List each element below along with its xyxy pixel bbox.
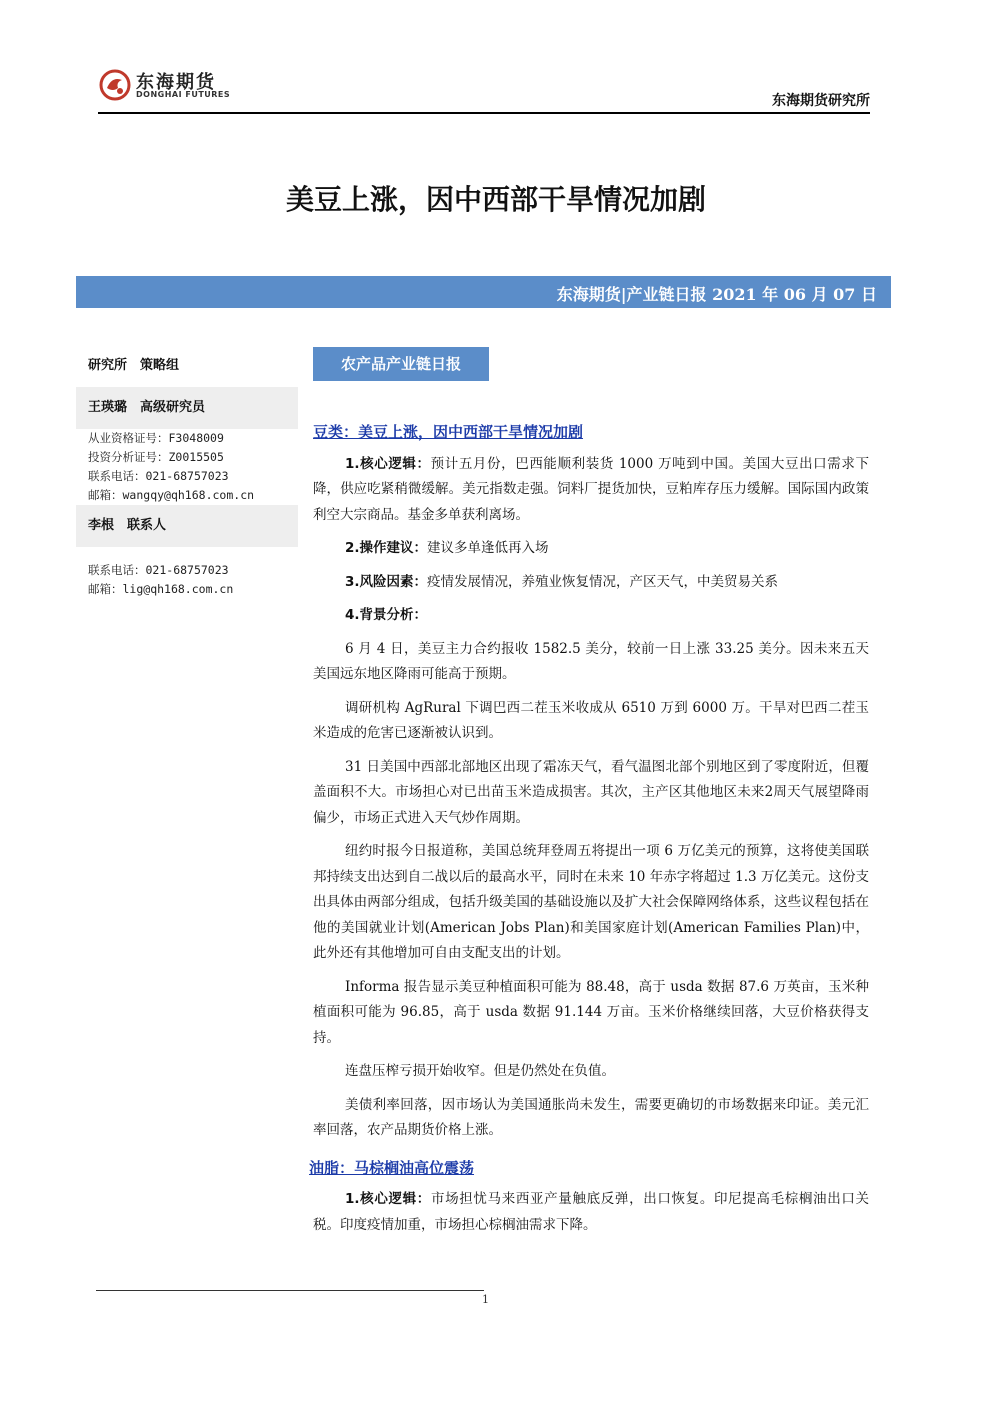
page-number: 1 bbox=[482, 1293, 489, 1306]
report-body bbox=[309, 420, 869, 1246]
contact-phone: 联系电话：021-68757023 bbox=[88, 563, 229, 577]
analyst-name-heading: 王瑛璐 高级研究员 bbox=[76, 387, 298, 429]
oils-core-logic-label: 1.核心逻辑： bbox=[345, 1191, 431, 1207]
logo-chinese-name: 东海期货 bbox=[136, 72, 216, 93]
department-heading: 研究所 策略组 bbox=[88, 358, 180, 373]
beans-section-title: 豆类：美豆上涨，因中西部干旱情况加剧 bbox=[313, 423, 584, 441]
beans-risk bbox=[313, 570, 869, 596]
background-paragraph: 调研机构 AgRural 下调巴西二茬玉米收成从 6510 万到 6000 万。干旱对巴西二茬玉米造成的危害已逐渐被认识到。 bbox=[313, 699, 869, 741]
background-paragraph: 31 日美国中西部北部地区出现了霜冻天气，看气温图北部个别地区到了零度附近，但覆盖面积不大。市场担心对已出苗玉米造成损害。其次，主产区其他地区未来2周天气展望降雨偏少，市场正式进入天气炒作周期。 bbox=[313, 758, 869, 826]
oils-section-title: 油脂：马棕榈油高位震荡 bbox=[309, 1158, 475, 1177]
oils-core-logic bbox=[313, 1187, 869, 1238]
date-banner-text: 东海期货|产业链日报 2021 年 06 月 07 日 bbox=[556, 285, 877, 304]
advice-text: 建议多单逢低再入场 bbox=[427, 540, 549, 556]
background-analysis-heading: 4.背景分析： bbox=[345, 607, 428, 623]
risk-label: 3.风险因素： bbox=[345, 573, 428, 590]
header-divider bbox=[98, 112, 870, 114]
risk-text: 疫情发展情况，养殖业恢复情况，产区天气，中美贸易关系 bbox=[427, 573, 779, 590]
background-paragraph: 美债利率回落，因市场认为美国通胀尚未发生，需要更确切的市场数据来印证。美元汇率回落，农产品期货价格上涨。 bbox=[313, 1096, 869, 1138]
background-paragraph: Informa 报告显示美豆种植面积可能为 88.48，高于 usda 数据 87.6 万英亩，玉米种植面积可能为 96.85，高于 usda 数据 91.144 万亩。玉米价格继续回落，大豆价格获得支持。 bbox=[313, 978, 869, 1046]
contact-name-heading: 李根 联系人 bbox=[76, 505, 298, 547]
analyst-phone: 联系电话：021-68757023 bbox=[88, 469, 229, 483]
institute-name: 东海期货研究所 bbox=[772, 93, 870, 109]
advice-label: 2.操作建议： bbox=[345, 540, 428, 556]
oils-core-logic-text: 市场担忧马来西亚产量触底反弹，出口恢复。印尼提高毛棕榈油出口关税。印度疫情加重，市场担心棕榈油需求下降。 bbox=[313, 1191, 869, 1233]
logo-english-name: DONGHAI FUTURES bbox=[136, 90, 231, 99]
analyst-email: 邮箱：wangqy@qh168.com.cn bbox=[88, 488, 255, 502]
contact-email: 邮箱：lig@qh168.com.cn bbox=[88, 582, 234, 596]
section-tag: 农产品产业链日报 bbox=[313, 347, 489, 381]
report-title: 美豆上涨，因中西部干旱情况加剧 bbox=[285, 183, 706, 216]
beans-advice bbox=[313, 536, 869, 562]
dragon-logo-icon bbox=[98, 68, 132, 102]
background-paragraph: 纽约时报今日报道称，美国总统拜登周五将提出一项 6 万亿美元的预算，这将使美国联邦持续支出达到自二战以后的最高水平，同时在未来 10 年赤字将超过 1.3 万亿美元。这份支出具体由两部分组成，包括升级美国的基础设施以及扩大社会保障网络体系，这些议程包括在他的美国就业计划(American Jobs Plan)和美国家庭计划(American Families Plan)中，此外还有其他增加可自由支配支出的计划。 bbox=[313, 843, 869, 961]
date-banner bbox=[76, 276, 891, 308]
core-logic-label: 1.核心逻辑： bbox=[345, 455, 431, 472]
background-paragraph: 6 月 4 日，美豆主力合约报收 1582.5 美分，较前一日上涨 33.25 美分。因未来五天美国远东地区降雨可能高于预期。 bbox=[313, 640, 869, 682]
core-logic-text: 预计五月份，巴西能顺利装货 1000 万吨到中国。美国大豆出口需求下降，供应吃紧稍微缓解。美元指数走强。饲料厂提货加快，豆粕库存压力缓解。国际国内政策利空大宗商品。基金多单获利离场。 bbox=[313, 455, 869, 523]
company-logo bbox=[98, 66, 238, 106]
analyst-investment-cert: 投资分析证号：Z0015505 bbox=[88, 450, 224, 464]
author-sidebar bbox=[76, 345, 298, 599]
analyst-qualification: 从业资格证号：F3048009 bbox=[88, 431, 224, 445]
background-paragraph: 连盘压榨亏损开始收窄。但是仍然处在负值。 bbox=[345, 1063, 615, 1079]
footer-divider bbox=[96, 1290, 484, 1291]
beans-core-logic bbox=[313, 452, 869, 529]
